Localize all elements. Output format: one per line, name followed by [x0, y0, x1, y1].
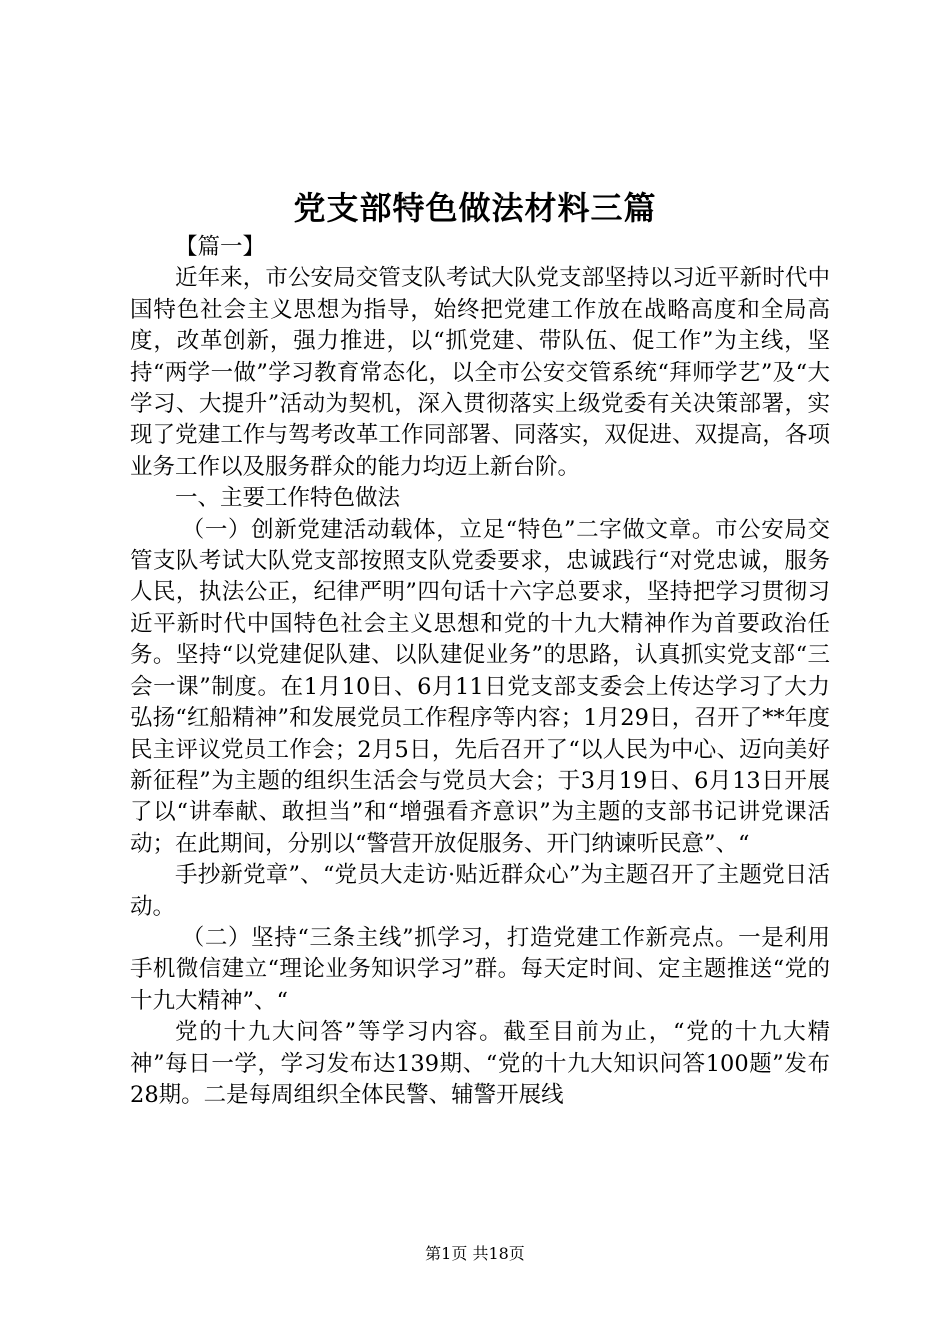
paragraph: （二）坚持“三条主线”抓学习，打造党建工作新亮点。一是利用手机微信建立“理论业务知识学习”群。每天定时间、定主题推送“党的十九大精神”、“ [130, 924, 830, 1014]
paragraph: （一）创新党建活动载体，立足“特色”二字做文章。市公安局交管支队考试大队党支部按照支队党委要求，忠诚践行“对党忠诚，服务人民，执法公正，纪律严明”四句话十六字总要求，坚持把学习贯彻习近平新时代中国特色社会主义思想和党的十九大精神作为首要政治任务。坚持“以党建促队建、以队建促业务”的思路，认真抓实党支部“三会一课”制度。在1月10日、6月11日党支部支委会上传达学习了大力弘扬“红船精神”和发展党员工作程序等内容；1月29日，召开了**年度民主评议党员工作会；2月5日，先后召开了“以人民为中心、迈向美好新征程”为主题的组织生活会与党员大会；于3月19日、6月13日开展了以“讲奉献、敢担当”和“增强看齐意识”为主题的支部书记讲党课活动；在此期间，分别以“警营开放促服务、开门纳谏听民意”、“ [130, 516, 830, 857]
paragraph: 手抄新党章”、“党员大走访·贴近群众心”为主题召开了主题党日活动。 [130, 862, 830, 920]
page-footer: 第1页 共18页 [425, 1244, 525, 1263]
document-title: 党支部特色做法材料三篇 [293, 189, 657, 227]
section-label: 【篇一】 [175, 234, 266, 260]
section-heading: 一、主要工作特色做法 [175, 485, 401, 512]
paragraph: 党的十九大问答”等学习内容。截至目前为止，“党的十九大精神”每日一学，学习发布达139期、“党的十九大知识问答100题”发布28期。二是每周组织全体民警、辅警开展线 [130, 1019, 830, 1108]
paragraph: 近年来，市公安局交管支队考试大队党支部坚持以习近平新时代中国特色社会主义思想为指导，始终把党建工作放在战略高度和全局高度，改革创新，强力推进，以“抓党建、带队伍、促工作”为主线，坚持“两学一做”学习教育常态化，以全市公安交管系统“拜师学艺”及“大学习、大提升”活动为契机，深入贯彻落实上级党委有关决策部署，实现了党建工作与驾考改革工作同部署、同落实，双促进、双提高，各项业务工作以及服务群众的能力均迈上新台阶。 [130, 265, 830, 480]
document-body [130, 232, 830, 1111]
